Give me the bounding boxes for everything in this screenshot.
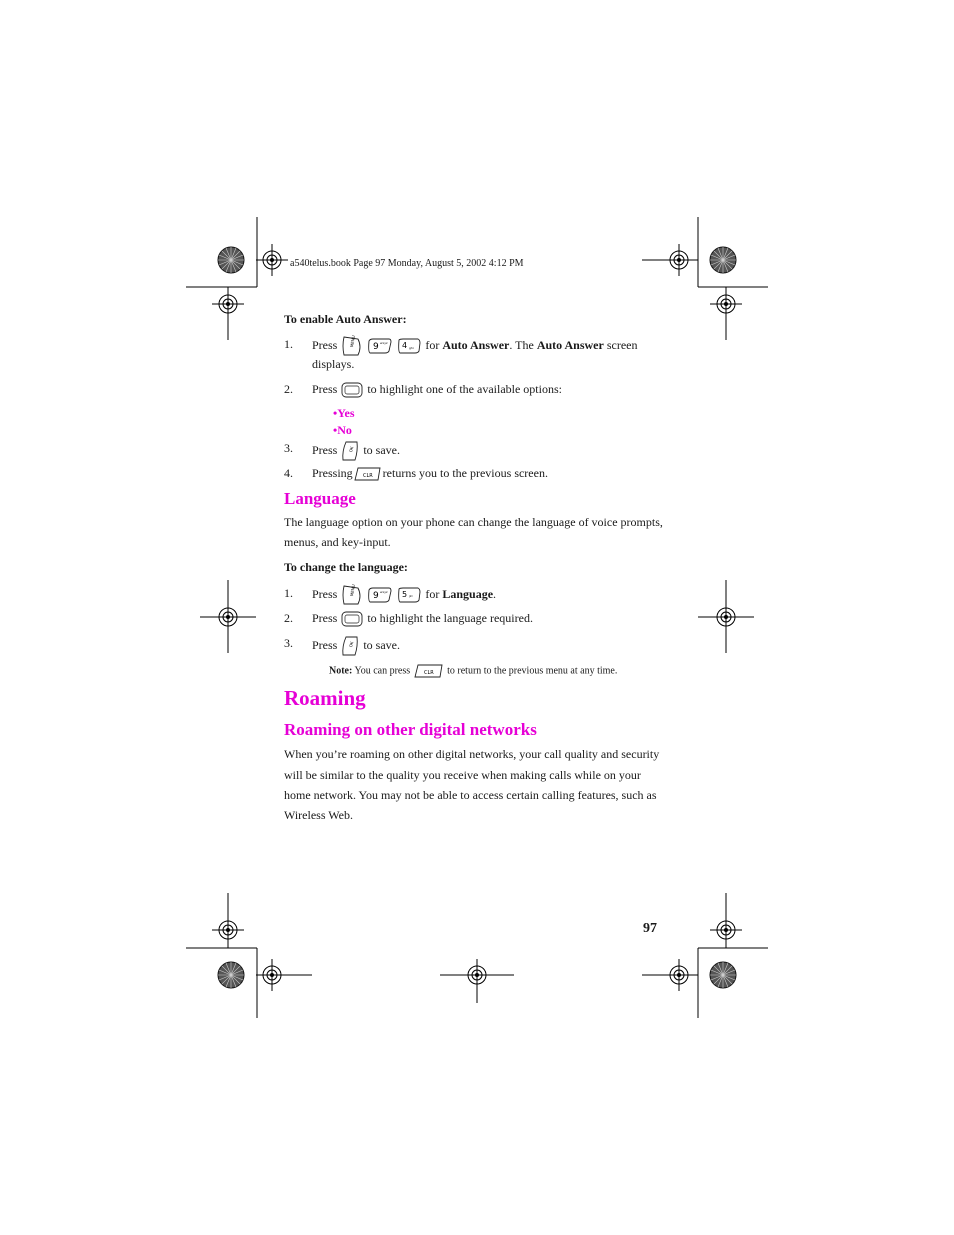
language-step1: [312, 584, 496, 606]
note-text: to return to the previous menu at any time.: [447, 665, 618, 677]
ok-key-icon: [340, 440, 360, 462]
step-text: Press: [312, 337, 338, 352]
step-number: 3.: [284, 636, 293, 650]
step-number: 1.: [284, 337, 293, 351]
clear-key-label: CLR: [362, 473, 373, 479]
menu-key-label: MENU: [349, 335, 357, 348]
step-number: 2.: [284, 382, 293, 396]
roaming-paragraph-line4: Wireless Web.: [284, 808, 353, 822]
step-text: Pressing: [312, 465, 353, 480]
ok-key-label: OK: [348, 445, 355, 453]
bottom-left-marks: [186, 893, 312, 1018]
roaming-paragraph-line1: When you’re roaming on other digital networks, your call quality and security: [284, 747, 660, 761]
roaming-paragraph-line2: will be similar to the quality you receive when making calls while on your: [284, 768, 641, 782]
nine-key-label: 9: [373, 591, 380, 601]
step-text: to highlight one of the available options:: [367, 381, 562, 396]
step-text: Press: [312, 610, 338, 625]
language-note: [329, 662, 617, 680]
four-key-label: 4: [402, 341, 408, 350]
mid-right-marks: [698, 580, 754, 653]
bottom-center-marks: [440, 959, 514, 1003]
top-right-marks: [642, 217, 768, 340]
mid-left-marks: [200, 580, 256, 653]
step-bold: Language: [442, 586, 494, 601]
step-number: 1.: [284, 586, 293, 600]
auto-answer-step4: [312, 465, 548, 483]
nine-key-sub: wxyz: [380, 590, 388, 594]
step-text: Press: [312, 381, 338, 396]
five-key-icon: [396, 586, 422, 604]
step-text: to highlight the language required.: [367, 610, 533, 625]
step-number: 2.: [284, 611, 293, 625]
menu-key-icon: [340, 584, 364, 606]
clear-key-label: CLR: [423, 670, 434, 676]
page-number: 97: [643, 921, 657, 936]
clear-key-icon: [413, 662, 445, 680]
step-text: to save.: [363, 637, 400, 652]
auto-answer-step3: [312, 440, 400, 462]
print-header: a540telus.book Page 97 Monday, August 5, 2002 4:12 PM: [290, 258, 524, 269]
option-yes: •Yes: [333, 406, 355, 420]
step-text: for: [425, 586, 440, 601]
auto-answer-heading: To enable Auto Answer:: [284, 312, 407, 326]
note-label: Note:: [329, 665, 353, 677]
menu-key-label: MENU: [349, 584, 357, 597]
step-bold: Auto Answer: [442, 337, 510, 352]
step-text: Press: [312, 637, 338, 652]
roaming-paragraph-line3: home network. You may not be able to access certain calling features, such as: [284, 788, 657, 802]
nine-key-label: 9: [373, 342, 380, 352]
change-language-heading: To change the language:: [284, 560, 408, 574]
nine-key-icon: [367, 337, 393, 355]
step-text: . The: [509, 337, 534, 352]
auto-answer-step1-line2: displays.: [312, 357, 355, 371]
nine-key-icon: [367, 586, 393, 604]
language-step3: [312, 635, 400, 657]
navigation-key-icon: [340, 610, 364, 628]
note-text: You can press: [354, 665, 411, 677]
nine-key-sub: wxyz: [380, 341, 388, 345]
four-key-sub: ghi: [409, 346, 414, 350]
step-bold: Auto Answer: [536, 337, 604, 352]
auto-answer-step2: [312, 381, 562, 399]
roaming-heading: Roaming: [284, 686, 366, 710]
top-left-marks: [186, 217, 288, 340]
auto-answer-step1: [312, 335, 637, 357]
language-step2: [312, 610, 533, 628]
step-text: to save.: [363, 442, 400, 457]
menu-key-icon: [340, 335, 364, 357]
language-paragraph-line2: menus, and key-input.: [284, 535, 391, 549]
five-key-label: 5: [402, 590, 408, 599]
language-heading: Language: [284, 489, 356, 508]
bottom-right-marks: [642, 893, 768, 1018]
step-number: 4.: [284, 466, 293, 480]
ok-key-icon: [340, 635, 360, 657]
step-text: .: [493, 586, 497, 601]
navigation-key-icon: [340, 381, 364, 399]
step-text: for: [425, 337, 440, 352]
ok-key-label: OK: [348, 640, 355, 648]
clear-key-icon: [353, 465, 383, 483]
step-text: screen: [606, 337, 638, 352]
four-key-icon: [396, 337, 422, 355]
option-no: •No: [333, 423, 352, 437]
step-text: Press: [312, 442, 338, 457]
five-key-sub: jkl: [409, 594, 413, 598]
step-text: returns you to the previous screen.: [382, 465, 548, 480]
language-paragraph-line1: The language option on your phone can change the language of voice prompts,: [284, 515, 663, 529]
step-text: Press: [312, 586, 338, 601]
step-number: 3.: [284, 441, 293, 455]
roaming-subheading: Roaming on other digital networks: [284, 720, 537, 739]
